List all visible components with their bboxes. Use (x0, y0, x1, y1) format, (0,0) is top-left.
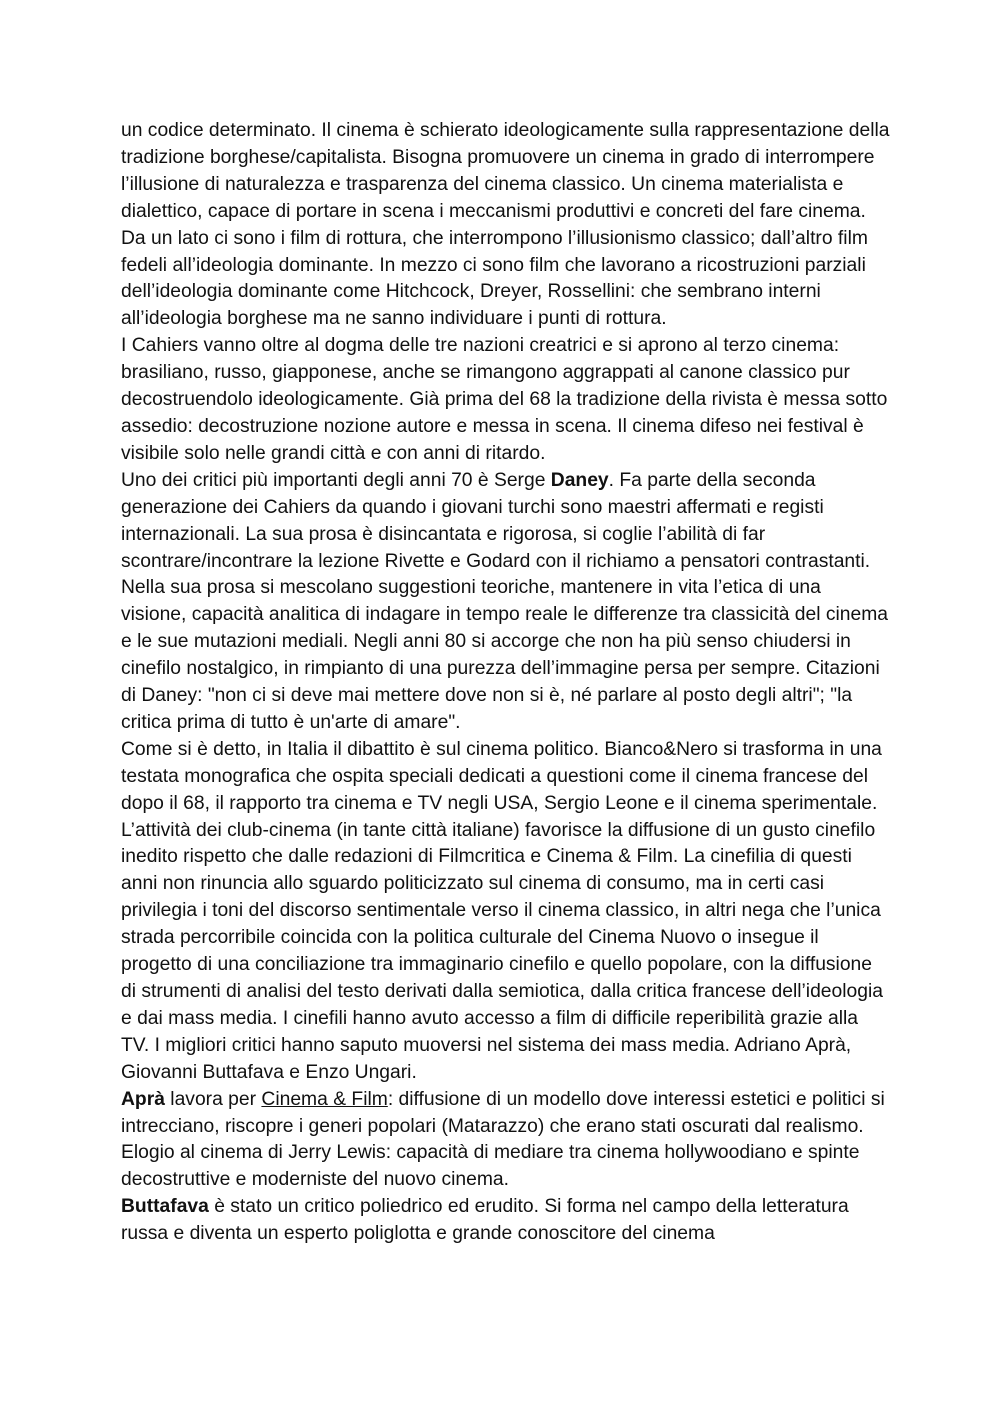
bold-name-buttafava: Buttafava (121, 1196, 209, 1218)
paragraph-club-cinema: L’attività dei club-cinema (in tante città italiane) favorisce la diffusione di un gusto cinefilo inedito rispetto che dalle redazioni di Filmcritica e Cinema & Film. La cinefilia di questi anni non rinuncia allo sguardo politicizzato sul cinema di consumo, ma in certi casi privilegia i toni del discorso sentimentale verso il cinema classico, in altri nega che l’unica strada percorribile coincida con la politica culturale del Cinema Nuovo o insegue il progetto di una conciliazione tra immaginario cinefilo e quello popolare, con la diffusione di strumenti di analisi del testo derivati dalla semiotica, dalla critica francese dell’ideologia e dai mass media. I cinefili hanno avuto accesso a film di difficile reperibilità grazie alla TV. I migliori critici hanno saputo muoversi nel sistema dei mass media. Adriano Aprà, Giovanni Buttafava e Enzo Ungari. (121, 819, 883, 1083)
paragraph-ideology-cinema: un codice determinato. Il cinema è schierato ideologicamente sulla rappresentazione della tradizione borghese/capitalista. Bisogna promuovere un cinema in grado di interrompere l’illusione di naturalezza e trasparenza del cinema classico. Un cinema materialista e dialettico, capace di portare in scena i meccanismi produttivi e concreti del fare cinema. (121, 120, 890, 222)
bold-name-apra: Aprà (121, 1088, 165, 1110)
paragraph-apra (121, 1087, 891, 1195)
paragraph-rupture-films: Da un lato ci sono i film di rottura, che interrompono l’illusionismo classico; dall’altro film fedeli all’ideologia dominante. In mezzo ci sono film che lavorano a ricostruzioni parziali dell’ideologia dominante come Hitchcock, Dreyer, Rossellini: che sembrano interni all’ideologia borghese ma ne sanno individuare i punti di rottura. (121, 227, 868, 330)
text-segment: lavora per (164, 1088, 262, 1110)
text-segment: : diffusione di un modello dove interessi estetici e politici si intrecciano, riscopre i generi popolari (Matarazzo) che erano stati oscurati dal realismo. Elogio al cinema di Jerry Lewis: capacità di mediare tra cinema hollywoodiano e spinte decostruttive e moderniste del nuovo cinema. (121, 1088, 885, 1191)
bold-name-daney: Daney (550, 469, 609, 491)
document-page (121, 118, 891, 1248)
paragraph-cahiers-third-cinema: I Cahiers vanno oltre al dogma delle tre nazioni creatrici e si aprono al terzo cinema: brasiliano, russo, giapponese, anche se rimangono aggrappati al canone classico pur decostruendolo ideologicamente. Già prima del 68 la tradizione della rivista è messa sotto assedio: decostruzione nozione autore e messa in scena. Il cinema difeso nei festival è visibile solo nelle grandi città e con anni di ritardo. (121, 335, 888, 464)
paragraph-buttafava (121, 1194, 891, 1248)
paragraph-italy-debate: Come si è detto, in Italia il dibattito è sul cinema politico. Bianco&Nero si trasforma in una testata monografica che ospita speciali dedicati a questioni come il cinema francese del dopo il 68, il rapporto tra cinema e TV negli USA, Sergio Leone e il cinema sperimentale. (121, 738, 882, 814)
text-segment: Uno dei critici più importanti degli anni 70 è Serge (121, 469, 551, 491)
paragraph-serge-daney (121, 468, 891, 737)
link-cinema-e-film[interactable]: Cinema & Film (261, 1088, 388, 1110)
text-segment: è stato un critico poliedrico ed erudito. Si forma nel campo della letteratura russa e diventa un esperto poliglotta e grande conoscitore del cinema (121, 1196, 849, 1245)
text-segment: . Fa parte della seconda generazione dei Cahiers da quando i giovani turchi sono maestri affermati e registi internazionali. La sua prosa è disincantata e rigorosa, si coglie l’abilità di far scontrare/incontrare la lezione Rivette e Godard con il richiamo a pensatori contrastanti. Nella sua prosa si mescolano suggestioni teoriche, mantenere in vita l’etica di una visione, capacità analitica di indagare in tempo reale le differenze tra classicità del cinema e le sue mutazioni mediali. Negli anni 80 si accorge che non ha più senso chiudersi in cinefilo nostalgico, in rimpianto di una purezza dell’immagine persa per sempre. Citazioni di Daney: "non ci si deve mai mettere dove non si è, né parlare al posto degli altri"; "la critica prima di tutto è un'arte di amare". (121, 469, 889, 733)
